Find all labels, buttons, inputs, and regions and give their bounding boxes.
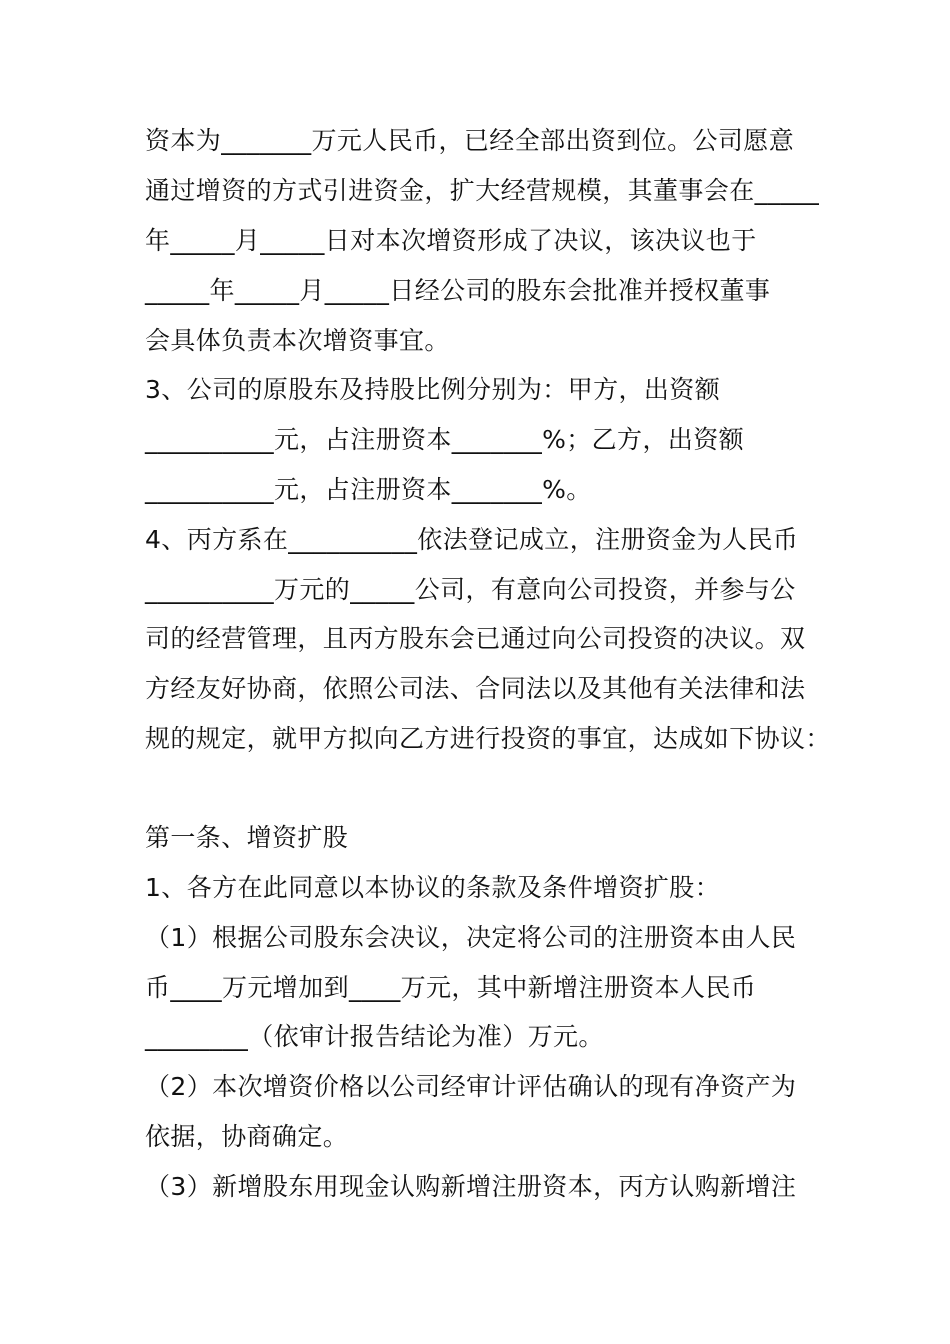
text-line: ________（依审计报告结论为准）万元。: [145, 1022, 604, 1051]
text-line: 会具体负责本次增资事宜。: [145, 326, 450, 355]
text-line: 年_____月_____日对本次增资形成了决议，该决议也于: [145, 226, 757, 255]
text-line: 币____万元增加到____万元，其中新增注册资本人民币: [145, 973, 757, 1002]
text-line: 1、各方在此同意以本协议的条款及条件增资扩股：: [145, 873, 721, 902]
text-line: _____年_____月_____日经公司的股东会批准并授权董事: [145, 276, 771, 305]
text-line: 通过增资的方式引进资金，扩大经营规模，其董事会在_____: [145, 176, 820, 205]
text-line: __________元，占注册资本_______%；乙方，出资额: [145, 425, 745, 454]
text-line: （1）根据公司股东会决议，决定将公司的注册资本由人民: [145, 923, 797, 952]
text-line: 规的规定，就甲方拟向乙方进行投资的事宜，达成如下协议：: [145, 724, 831, 753]
text-line: （3）新增股东用现金认购新增注册资本，丙方认购新增注: [145, 1172, 797, 1201]
text-line: 司的经营管理，且丙方股东会已通过向公司投资的决议。双: [145, 624, 806, 653]
text-line: 4、丙方系在__________依法登记成立，注册资金为人民币: [145, 525, 799, 554]
section-heading: 第一条、增资扩股: [145, 823, 349, 852]
text-line: （2）本次增资价格以公司经审计评估确认的现有净资产为: [145, 1072, 797, 1101]
text-line: 资本为_______万元人民币，已经全部出资到位。公司愿意: [145, 126, 795, 155]
text-line: __________万元的_____公司，有意向公司投资，并参与公: [145, 575, 796, 604]
text-line: __________元，占注册资本_______%。: [145, 475, 592, 504]
text-line: 依据，协商确定。: [145, 1122, 349, 1151]
text-line: 方经友好协商，依照公司法、合同法以及其他有关法律和法: [145, 674, 806, 703]
text-line: 3、公司的原股东及持股比例分别为：甲方，出资额: [145, 375, 721, 404]
